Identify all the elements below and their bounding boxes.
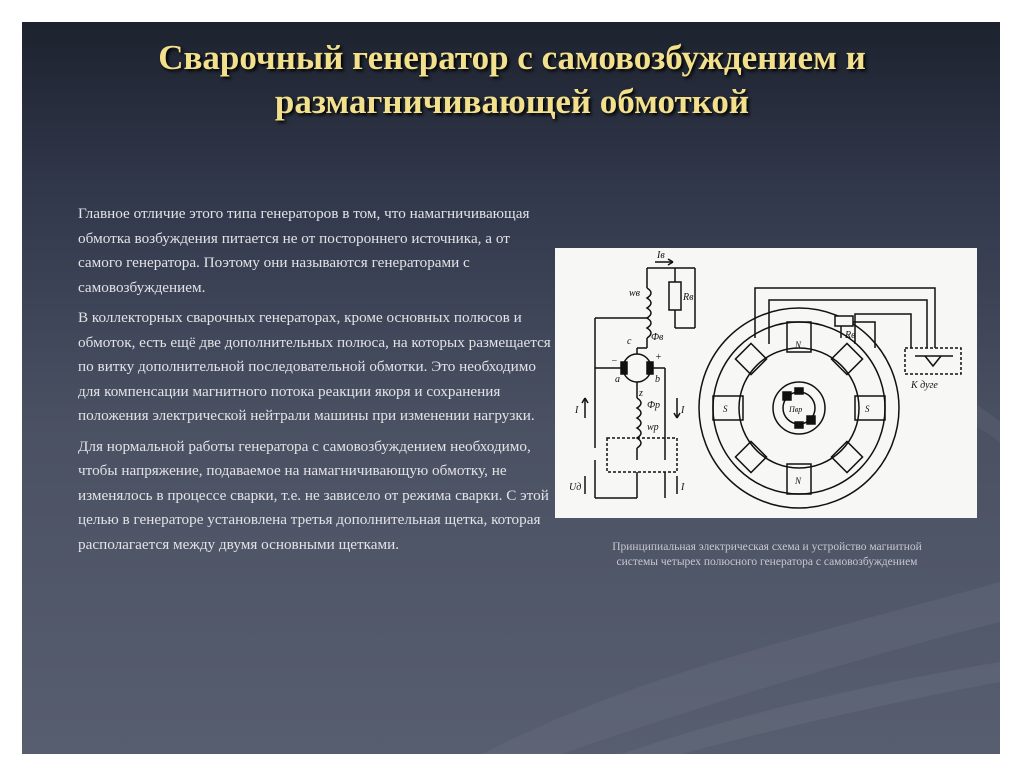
paragraph-2: В коллекторных сварочных генераторах, кроме основных полюсов и обмоток, есть ещё две дополнительных полюса, на которых размещается по витку дополнительной последовательной обмотки. Это необходимо для компенсации магнитного потока реакции якоря и сохранения положения электрической нейтрали машины при изменении нагрузки. [78,309,551,424]
label-voltage: Uд [569,482,582,493]
label-current-left: I [575,405,579,416]
label-winding-bottom: wр [647,422,659,433]
label-pole-s-left: S [723,404,728,414]
label-winding-top: wв [629,288,641,299]
figure-caption: Принципиальная электрическая схема и устройство магнитной системы четырех полюсного генератора с самовозбуждением [612,541,922,568]
diagram-svg [555,248,977,518]
label-pole-n-top: N [795,340,802,350]
label-current-lower: I [681,482,685,493]
label-a: a [615,374,620,385]
paragraph-3: Для нормальной работы генератора с самовозбуждением необходимо, чтобы напряжение, подаваемое на намагничивающую обмотку, не изменялось в процессе сварки, т.е. не зависело от режима сварки. С этой целью в генераторе установлена третья дополнительная щетка, которая располагается между двумя основными щетками. [78,437,549,553]
generator-diagram [555,248,977,518]
label-resistor-top: Rв [683,292,694,303]
label-resistor-right: Rв [845,330,856,341]
label-plus: + [655,352,662,363]
label-minus: − [611,356,618,367]
label-current-right: I [681,405,685,416]
label-pole-n-bottom: N [795,476,802,486]
label-c: c [627,336,632,347]
slide-title: Сварочный генератор с самовозбуждением и размагничивающей обмоткой [158,38,866,121]
label-pole-s-right: S [865,404,870,414]
label-flux-top: Фв [651,332,664,343]
paragraph-1: Главное отличие этого типа генераторов в том, что намагничивающая обмотка возбуждения питается не от постороннего источника, а от самого генератора. Поэтому они называются генераторами с самовозбуждением. [78,205,530,296]
label-armature: Пвр [789,405,803,414]
label-arc: К дуге [911,380,938,391]
label-flux-bottom: Фр [647,400,661,411]
label-b: b [655,374,660,385]
slide [22,22,1000,754]
label-current-top: Iв [657,250,665,261]
label-z: z [639,388,643,399]
body-text [78,202,556,563]
